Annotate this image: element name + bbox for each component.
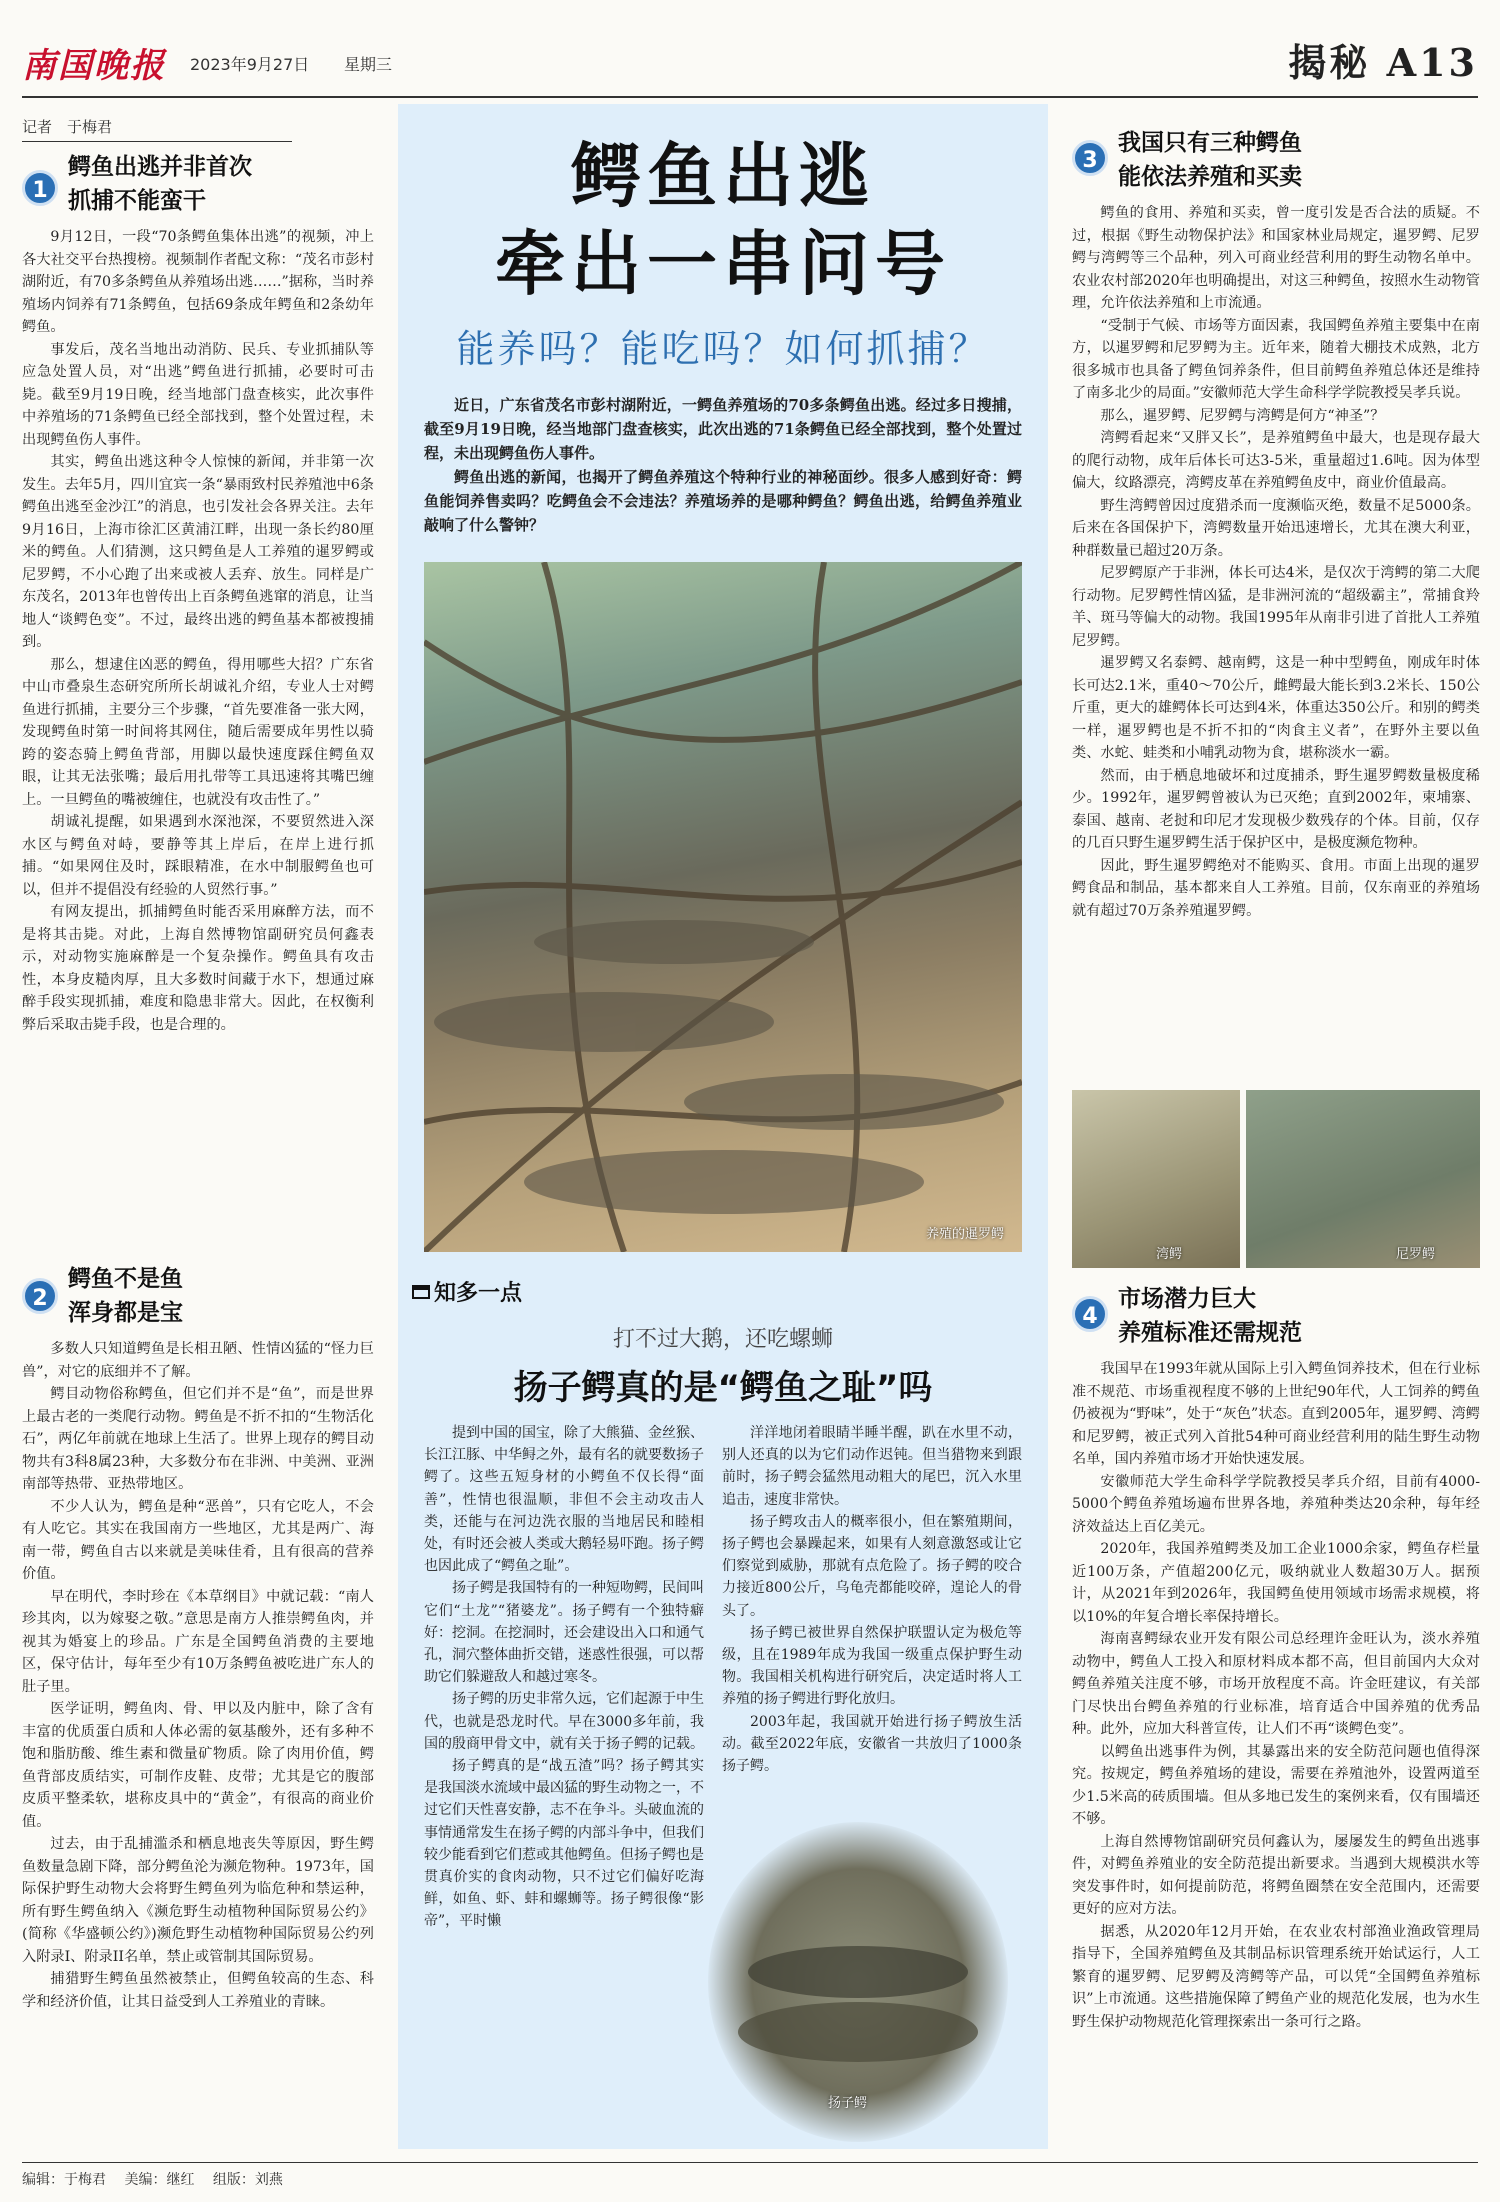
chain-fence-overlay [424,562,1022,1252]
masthead-logo: 南国晚报 [22,46,166,86]
paragraph: 那么，想逮住凶恶的鳄鱼，得用哪些大招？广东省中山市叠泉生态研究所所长胡诚礼介绍，专业人士对鳄鱼进行抓捕，主要分三个步骤，“首先要准备一张大网，发现鳄鱼时第一时间将其网住，随后需要成年男性以骑跨的姿态骑上鳄鱼背部，用脚以最快速度踩住鳄鱼双眼，让其无法张嘴；最后用扎带等工具迅速将其嘴巴缠上。一旦鳄鱼的嘴被缠住，也就没有攻击性了。” [22,656,374,808]
section-number-badge: 3 [1072,140,1108,176]
paragraph: 野生湾鳄曾因过度猎杀而一度濒临灭绝，数量不足5000条。后来在各国保护下，湾鳄数量开始迅速增长，尤其在澳大利亚，种群数量已超过20万条。 [1072,497,1480,559]
main-headline-line1: 鳄鱼出逃 [571,135,875,217]
section-body [1072,202,1480,922]
section-number-badge: 1 [22,170,58,206]
paragraph: 提到中国的国宝，除了大熊猫、金丝猴、长江江豚、中华鲟之外，最有名的就要数扬子鳄了。这些五短身材的小鳄鱼不仅长得“面善”，性情也很温顺，非但不会主动攻击人类，还能与在河边洗衣服的当地居民和睦相处，有时还会被人类或大鹅轻易吓跑。扬子鳄也因此成了“鳄鱼之耻”。 [424,1425,704,1575]
paragraph: 洋洋地闭着眼睛半睡半醒，趴在水里不动，别人还真的以为它们动作迟钝。但当猎物来到跟前时，扬子鳄会猛然甩动粗大的尾巴，沉入水里追击，速度非常快。 [722,1425,1022,1508]
section-body [22,226,374,1036]
know-more-text: 知多一点 [434,1281,523,1306]
section-3 [1072,126,1480,922]
paragraph: 安徽师范大学生命科学学院教授吴孝兵介绍，目前有4000-5000个鳄鱼养殖场遍布世界各地，养殖种类达20余种，每年经济效益达上百亿美元。 [1072,1473,1480,1535]
center-feature [398,104,1048,2149]
paragraph: 以鳄鱼出逃事件为例，其暴露出来的安全防范问题也值得深究。按规定，鳄鱼养殖场的建设，需要在养殖池外，设置两道至少1.5米高的砖质围墙。但从多地已发生的案例来看，仅有围墙还不够。 [1072,1743,1480,1827]
section-number-badge: 2 [22,1278,58,1314]
paragraph: 2003年起，我国就开始进行扬子鳄放生活动。截至2022年底，安徽省一共放归了1000条扬子鳄。 [722,1713,1022,1775]
paragraph: 近日，广东省茂名市彭村湖附近，一鳄鱼养殖场的70多条鳄鱼出逃。经过多日搜捕，截至9月19日晚，经当地部门盘查核实，此次出逃的71条鳄鱼已经全部找到，整个处置过程，未出现鳄鱼伤人事件。 [424,396,1022,462]
main-subheadline: 能养吗？能吃吗？如何抓捕？ [456,327,990,371]
paragraph: 上海自然博物馆副研究员何鑫认为，屡屡发生的鳄鱼出逃事件，对鳄鱼养殖业的安全防范提出新要求。当遇到大规模洪水等突发事件时，如何提前防范，将鳄鱼圈禁在安全范围内，还需要更好的应对方法。 [1072,1833,1480,1917]
paragraph: 那么，暹罗鳄、尼罗鳄与湾鳄是何方“神圣”？ [1100,407,1385,424]
art-credit: 美编：继红 [124,2172,195,2188]
chinese-alligator-photo [708,1822,1008,2142]
section-title: 市场潜力巨大 养殖标准还需规范 [1118,1286,1302,1346]
saltwater-crocodile-photo [1072,1090,1240,1268]
paragraph: 过去，由于乱捕滥杀和栖息地丧失等原因，野生鳄鱼数量急剧下降，部分鳄鱼沦为濒危物种。1973年，国际保护野生动物大会将野生鳄鱼列为临危种和禁运种，所有野生鳄鱼纳入《濒危野生动植物种国际贸易公约》(简称《华盛顿公约》)濒危野生动植物种国际贸易公约列入附录I、附录II名单，禁止或管制其国际贸易。 [22,1836,374,1965]
lead-text [424,393,1022,537]
paragraph: 其实，鳄鱼出逃这种令人惊悚的新闻，并非第一次发生。去年5月，四川宜宾一条“暴雨致村民养殖池中6条鳄鱼出逃至金沙江”的消息，也引发社会各界关注。去年9月16日，上海市徐汇区黄浦江畔，出现一条长约80厘米的鳄鱼。人们猜测，这只鳄鱼是人工养殖的暹罗鳄或尼罗鳄，不小心跑了出来或被人丢弃、放生。同样是广东茂名，2013年也曾传出上百条鳄鱼逃窜的消息，让当地人“谈鳄色变”。不过，最终出逃的鳄鱼基本都被搜捕到。 [22,454,374,650]
section-2 [22,1262,374,2013]
section-title: 我国只有三种鳄鱼 能依法养殖和买卖 [1118,130,1302,190]
section-body [22,1338,374,2013]
paragraph: 然而，由于栖息地破坏和过度捕杀，野生暹罗鳄数量极度稀少。1992年，暹罗鳄曾被认为已灭绝；直到2002年，柬埔寨、泰国、越南、老挝和印尼才发现极少数残存的个体。目前，仅存的几百只野生暹罗鳄生活于保护区中，是极度濒危物种。 [1072,767,1480,851]
crocodile-photos-row [1072,1090,1480,1268]
paragraph: “受制于气候、市场等方面因素，我国鳄鱼养殖主要集中在南方，以暹罗鳄和尼罗鳄为主。近年来，随着大棚技术成熟，北方很多城市也具备了鳄鱼饲养条件，但目前鳄鱼养殖总体还是维持了南多北少的局面。”安徽师范大学生命科学学院教授吴孝兵说。 [1072,317,1480,401]
paragraph: 早在明代，李时珍在《本草纲目》中就记载：“南人珍其肉，以为嫁娶之敬。”意思是南方人推崇鳄鱼肉，并视其为婚宴上的珍品。广东是全国鳄鱼消费的主要地区，保守估计，每年至少有10万条鳄鱼被吃进广东人的肚子里。 [22,1588,374,1695]
page-header [22,28,1478,98]
paragraph: 不少人认为，鳄鱼是种“恶兽”，只有它吃人，不会有人吃它。其实在我国南方一些地区，尤其是两广、海南一带，鳄鱼自古以来就是美味佳肴，且有很高的营养价值。 [22,1498,374,1582]
paragraph: 有网友提出，抓捕鳄鱼时能否采用麻醉方法，而不是将其击毙。对此，上海自然博物馆副研究员何鑫表示，对动物实施麻醉是一个复杂操作。鳄鱼具有攻击性，本身皮糙肉厚，且大多数时间藏于水下，想通过麻醉手段实现抓捕，难度和隐患非常大。因此，在权衡利弊后采取击毙手段，也是合理的。 [22,904,374,1033]
paragraph: 因此，野生暹罗鳄绝对不能购买、食用。市面上出现的暹罗鳄食品和制品，基本都来自人工养殖。目前，仅东南亚的养殖场就有超过70万条养殖暹罗鳄。 [1072,857,1480,919]
photo-caption: 养殖的暹罗鳄 [925,1227,1004,1242]
sidebar-column-1 [424,1422,704,1933]
paragraph: 我国早在1993年就从国际上引入鳄鱼饲养技术，但在行业标准不规范、市场重视程度不够的上世纪90年代，人工饲养的鳄鱼仍被视为“野味”，处于“灰色”状态。直到2005年，暹罗鳄、湾鳄和尼罗鳄，被正式列入首批54种可商业经营利用的陆生野生动物名单，国内养殖市场才开始快速发展。 [1072,1361,1480,1467]
page-footer [22,2162,1478,2189]
paragraph: 扬子鳄攻击人的概率很小，但在繁殖期间，扬子鳄也会暴躁起来，如果有人刻意激怒或让它们察觉到威胁，那就有点危险了。扬子鳄的咬合力接近800公斤，乌龟壳都能咬碎，遑论人的骨头了。 [722,1513,1022,1619]
paragraph: 暹罗鳄又名泰鳄、越南鳄，这是一种中型鳄鱼，刚成年时体长可达2.1米，重40～70公斤，雌鳄最大能长到3.2米长、150公斤重，更大的雄鳄体长可达到4米，体重达350公斤。和别的鳄类一样，暹罗鳄也是不折不扣的“肉食主义者”，在野外主要以鱼类、水蛇、蛙类和小哺乳动物为食，堪称淡水一霸。 [1072,655,1480,761]
section-title: 鳄鱼出逃并非首次 抓捕不能蛮干 [68,154,252,214]
paragraph: 湾鳄看起来“又胖又长”，是养殖鳄鱼中最大，也是现存最大的爬行动物，成年后体长可达3-5米，重量超过1.6吨。因为体型偏大，纹路漂亮，湾鳄皮革在养殖鳄鱼皮中，商业价值最高。 [1072,430,1480,491]
issue-date: 2023年9月27日 [190,55,310,74]
layout-credit: 组版：刘燕 [212,2172,283,2188]
paragraph: 9月12日，一段“70条鳄鱼集体出逃”的视频，冲上各大社交平台热搜榜。视频制作者配文称：“茂名市彭村湖附近，有70多条鳄鱼从养殖场出逃……”据称，当时养殖场内饲养有71条鳄鱼，包括69条成年鳄鱼和2条幼年鳄鱼。 [22,229,374,335]
paragraph: 海南喜鳄绿农业开发有限公司总经理许金旺认为，淡水养殖动物中，鳄鱼人工投入和原材料成本都不高，但目前国内大众对鳄鱼养殖关注度不够，市场开放程度不高。许金旺建议，有关部门尽快出台鳄鱼养殖的行业标准，培育适合中国养殖的优秀品种。此外，应加大科普宣传，让人们不再“谈鳄色变”。 [1072,1631,1480,1737]
paragraph: 2020年，我国养殖鳄类及加工企业1000余家，鳄鱼存栏量近100万条，产值超200亿元，吸纳就业人数超30万人。据预计，从2021年到2026年，我国鳄鱼使用领域市场需求规模，将以10%的年复合增长率保持增长。 [1072,1541,1480,1625]
know-more-label [412,1276,522,1307]
paragraph: 鳄鱼的食用、养殖和买卖，曾一度引发是否合法的质疑。不过，根据《野生动物保护法》和国家林业局规定，暹罗鳄、尼罗鳄与湾鳄等三个品种，列入可商业经营利用的野生动物名单中。农业农村部2020年也明确提出，对这三种鳄鱼，按照水生动物管理，允许依法养殖和上市流通。 [1072,205,1480,311]
section-body [1072,1358,1480,2033]
section-4 [1072,1282,1480,2033]
section-number-badge: 4 [1072,1296,1108,1332]
section-label: 揭秘 A13 [1288,40,1478,85]
section-1 [22,150,374,1036]
paragraph: 扬子鳄已被世界自然保护联盟认定为极危等级，且在1989年成为我国一级重点保护野生动物。我国相关机构进行研究后，决定适时将人工养殖的扬子鳄进行野化放归。 [722,1624,1022,1708]
paragraph: 事发后，茂名当地出动消防、民兵、专业抓捕队等应急处置人员，对“出逃”鳄鱼进行抓捕，必要时可击毙。截至9月19日晚，经当地部门盘查核实，此次事件中养殖场的71条鳄鱼已经全部找到，整个处置过程，未出现鳄鱼伤人事件。 [22,341,374,448]
photo-caption: 扬子鳄 [828,2096,868,2111]
paragraph: 扬子鳄是我国特有的一种短吻鳄，民间叫它们“土龙”“猪婆龙”。扬子鳄有一个独特癖好：挖洞。在挖洞时，还会建设出入口和通气孔，洞穴整体曲折交错，迷惑性很强，可以帮助它们躲避敌人和越过寒冬。 [424,1580,704,1686]
photo-caption: 尼罗鳄 [1396,1247,1436,1262]
nile-crocodile-photo [1246,1090,1480,1268]
sidebar-headline: 扬子鳄真的是“鳄鱼之耻”吗 [513,1368,933,1408]
reporter-byline: 记者 于梅君 [22,116,292,142]
paragraph: 鳄鱼出逃的新闻，也揭开了鳄鱼养殖这个特种行业的神秘面纱。很多人感到好奇：鳄鱼能饲养售卖吗？吃鳄鱼会不会违法？养殖场养的是哪种鳄鱼？鳄鱼出逃，给鳄鱼养殖业敲响了什么警钟？ [424,468,1022,534]
crocodile-farm-photo [424,562,1022,1252]
paragraph: 尼罗鳄原产于非洲，体长可达4米，是仅次于湾鳄的第二大爬行动物。尼罗鳄性情凶猛，是非洲河流的“超级霸主”，常捕食羚羊、斑马等偏大的动物。我国1995年从南非引进了首批人工养殖尼罗鳄。 [1072,565,1480,649]
paragraph: 多数人只知道鳄鱼是长相丑陋、性情凶猛的“怪力巨兽”，对它的底细并不了解。 [22,1341,374,1380]
sidebar-column-2 [722,1422,1022,1777]
paragraph: 捕猎野生鳄鱼虽然被禁止，但鳄鱼较高的生态、科学和经济价值，让其日益受到人工养殖业的青睐。 [22,1971,374,2010]
editor-credit: 编辑：于梅君 [22,2172,106,2188]
paragraph: 鳄目动物俗称鳄鱼，但它们并不是“鱼”，而是世界上最古老的一类爬行动物。鳄鱼是不折不扣的“生物活化石”，两亿年前就在地球上生活了。世界上现存的鳄目动物共有3科8属23种，大多数分布在非洲、中美洲、亚洲南部等热带、亚热带地区。 [22,1386,374,1492]
issue-weekday: 星期三 [344,55,393,74]
sidebar-kicker: 打不过大鹅，还吃螺蛳 [612,1327,833,1352]
photo-caption: 湾鳄 [1156,1247,1183,1262]
main-headline-line2: 牵出一串问号 [495,223,951,305]
paragraph: 医学证明，鳄鱼肉、骨、甲以及内脏中，除了含有丰富的优质蛋白质和人体必需的氨基酸外，还有多种不饱和脂肪酸、维生素和微量矿物质。除了肉用价值，鳄鱼背部皮质结实，可制作皮鞋、皮带；尤其是它的腹部皮质平整柔软，堪称皮具中的“黄金”，有很高的商业价值。 [22,1701,374,1830]
paragraph: 胡诚礼提醒，如果遇到水深池深，不要贸然进入深水区与鳄鱼对峙，要静等其上岸后，在岸上进行抓捕。“如果网住及时，踩眼精准，在水中制服鳄鱼也可以，但并不提倡没有经验的人贸然行事。” [22,814,374,898]
paragraph: 据悉，从2020年12月开始，在农业农村部渔业渔政管理局指导下，全国养殖鳄鱼及其制品标识管理系统开始试运行，人工繁育的暹罗鳄、尼罗鳄及湾鳄等产品，可以凭“全国鳄鱼养殖标识”上市流通。这些措施保障了鳄鱼产业的规范化发展，也为水生野生保护动物规范化管理探索出一条可行之路。 [1072,1923,1480,2030]
book-icon [412,1285,430,1299]
paragraph: 扬子鳄真的是“战五渣”吗？扬子鳄其实是我国淡水流域中最凶猛的野生动物之一，不过它们天性喜安静，志不在争斗。头破血流的事情通常发生在扬子鳄的内部斗争中，但我们较少能看到它们惹或其他鳄鱼。但扬子鳄也是贯真价实的食肉动物，只不过它们偏好吃海鲜，如鱼、虾、蚌和螺蛳等。扬子鳄很像“影帝”，平时懒 [424,1758,704,1930]
paragraph: 扬子鳄的历史非常久远，它们起源于中生代，也就是恐龙时代。早在3000多年前，我国的殷商甲骨文中，就有关于扬子鳄的记载。 [424,1691,704,1752]
section-title: 鳄鱼不是鱼 浑身都是宝 [68,1266,183,1326]
